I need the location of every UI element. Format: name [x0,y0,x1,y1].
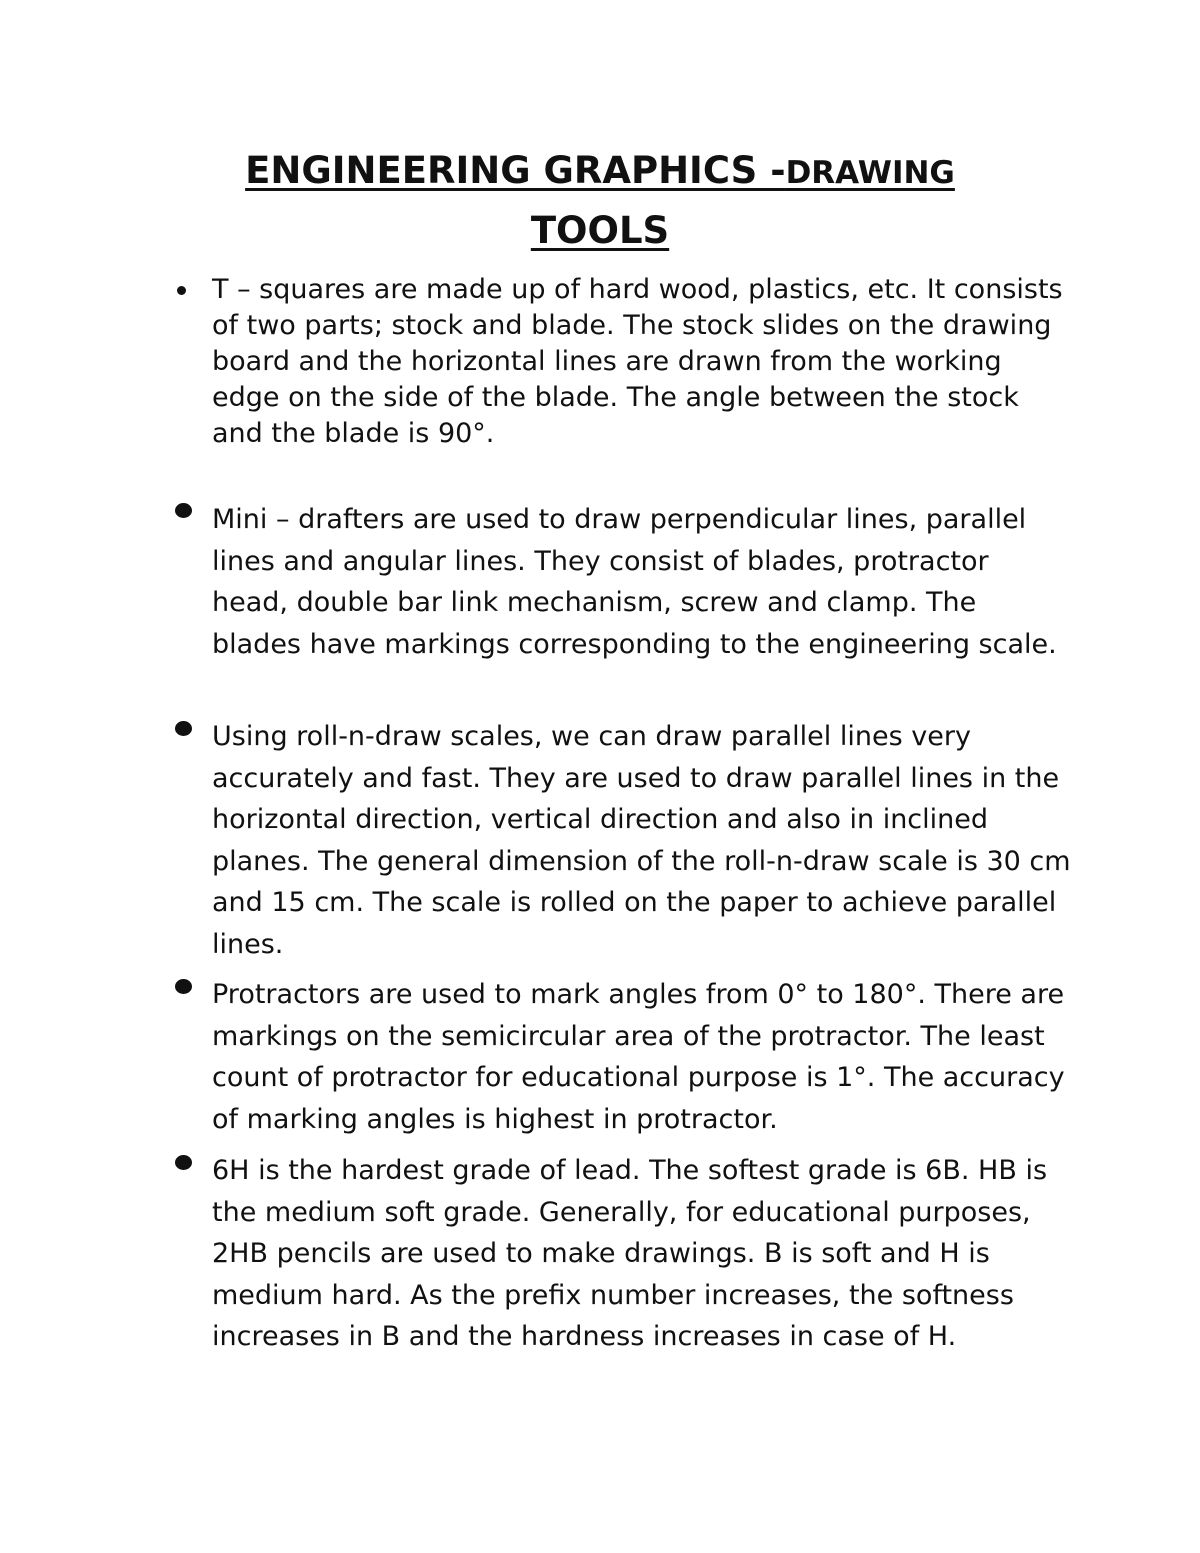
list-item-roll-n-draw: Using roll-n-draw scales, we can draw parallel lines very accurately and fast. They are used to draw parallel lines in the horizontal direction, vertical direction and also in inclined planes. The general dimension of the roll-n-draw scale is 30 cm and 15 cm. The scale is rolled on the paper to achieve parallel lines. [212,721,1071,960]
list-item-protractors: Protractors are used to mark angles from 0° to 180°. There are markings on the semicircular area of the protractor. The least count of protractor for educational purpose is 1°. The accuracy of marking angles is highest in protractor. [212,979,1065,1135]
bullet-icon [175,503,192,518]
bullet-icon [175,721,192,736]
list-item-t-squares: T – squares are made up of hard wood, plastics, etc. It consists of two parts; stock and blade. The stock slides on the drawing board and the horizontal lines are drawn from the working edge on the side of the blade. The angle between the stock and the blade is 90°. [212,274,1063,449]
bullet-icon [175,979,192,994]
title-main: ENGINEERING GRAPHICS - [245,149,786,192]
bullet-icon [175,1155,192,1170]
bullet-icon [177,286,186,295]
title-line2: TOOLS [530,209,670,252]
list-item-mini-drafters: Mini – drafters are used to draw perpendicular lines, parallel lines and angular lines. They consist of blades, protractor head, double bar link mechanism, screw and clamp. The blades have markings corresponding to the engineering scale. [212,504,1057,660]
list-item-pencil-grades: 6H is the hardest grade of lead. The softest grade is 6B. HB is the medium soft grade. Generally, for educational purposes, 2HB pencils are used to make drawings. B is soft and H is medium hard. As the prefix number increases, the softness increases in B and the hardness increases in case of H. [212,1155,1048,1352]
page-title [150,142,1050,261]
title-rest: DRAWING [785,155,955,191]
